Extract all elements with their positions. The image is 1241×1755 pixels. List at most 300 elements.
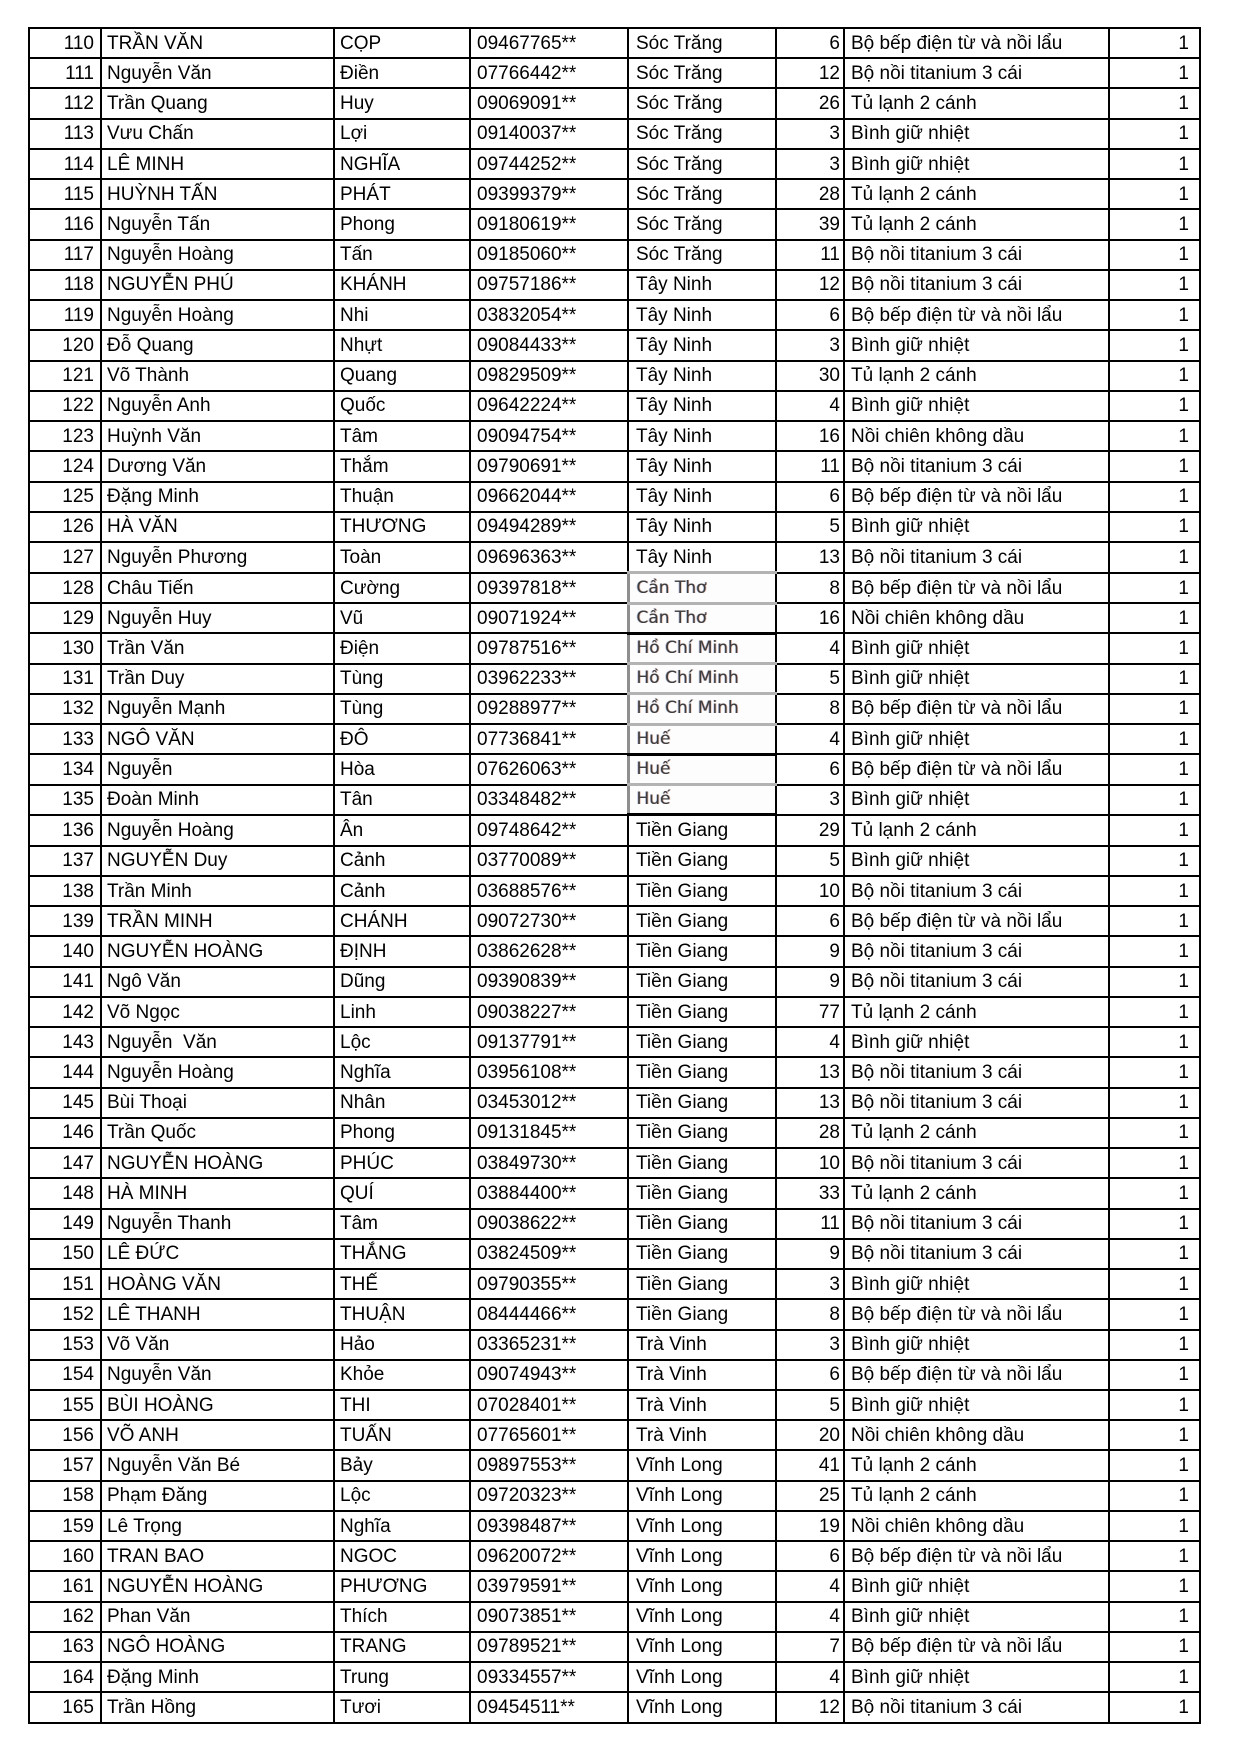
cell-first-name: Nguyễn Hoàng: [101, 1057, 334, 1087]
cell-last-name: THẾ: [334, 1269, 470, 1299]
cell-province: Sóc Trăng: [628, 209, 776, 239]
cell-last-name: Cảnh: [334, 846, 470, 876]
cell-count: 6: [776, 754, 844, 784]
cell-prize-name: Bình giữ nhiệt: [844, 512, 1109, 542]
table-row: [29, 391, 1200, 421]
cell-row-number: 111: [29, 58, 101, 88]
cell-prize-name: Bình giữ nhiệt: [844, 1571, 1109, 1601]
cell-quantity: 1: [1109, 1269, 1200, 1299]
cell-phone-masked: 09787516**: [470, 633, 628, 663]
cell-province: Trà Vinh: [628, 1360, 776, 1390]
cell-row-number: 156: [29, 1420, 101, 1450]
table-row: [29, 1360, 1200, 1390]
cell-first-name: Dương Văn: [101, 451, 334, 481]
cell-prize-name: Bình giữ nhiệt: [844, 1027, 1109, 1057]
cell-province: Sóc Trăng: [628, 240, 776, 270]
cell-count: 3: [776, 119, 844, 149]
cell-province: Vĩnh Long: [628, 1602, 776, 1632]
cell-last-name: Nghĩa: [334, 1511, 470, 1541]
cell-quantity: 1: [1109, 240, 1200, 270]
cell-prize-name: Bình giữ nhiệt: [844, 633, 1109, 663]
cell-last-name: Quốc: [334, 391, 470, 421]
cell-last-name: Nhân: [334, 1088, 470, 1118]
cell-last-name: THẮNG: [334, 1239, 470, 1269]
table-row: [29, 1541, 1200, 1571]
cell-count: 29: [776, 815, 844, 846]
cell-province: Vĩnh Long: [628, 1450, 776, 1480]
cell-quantity: 1: [1109, 1088, 1200, 1118]
cell-province: Tiền Giang: [628, 815, 776, 846]
cell-row-number: 153: [29, 1330, 101, 1360]
cell-row-number: 127: [29, 542, 101, 573]
cell-prize-name: Bình giữ nhiệt: [844, 1269, 1109, 1299]
cell-first-name: Nguyễn Mạnh: [101, 694, 334, 724]
cell-count: 6: [776, 1360, 844, 1390]
cell-phone-masked: 09334557**: [470, 1662, 628, 1692]
cell-quantity: 1: [1109, 209, 1200, 239]
cell-count: 10: [776, 876, 844, 906]
cell-first-name: Lê Trọng: [101, 1511, 334, 1541]
cell-last-name: Hảo: [334, 1330, 470, 1360]
cell-last-name: Hòa: [334, 754, 470, 784]
cell-prize-name: Bộ nồi titanium 3 cái: [844, 1057, 1109, 1087]
cell-province: Trà Vinh: [628, 1390, 776, 1420]
cell-province: Sóc Trăng: [628, 149, 776, 179]
cell-count: 20: [776, 1420, 844, 1450]
cell-quantity: 1: [1109, 1178, 1200, 1208]
cell-province: Tiền Giang: [628, 1027, 776, 1057]
cell-prize-name: Tủ lạnh 2 cánh: [844, 88, 1109, 118]
cell-count: 19: [776, 1511, 844, 1541]
cell-phone-masked: 07736841**: [470, 724, 628, 754]
cell-count: 4: [776, 1602, 844, 1632]
cell-count: 8: [776, 694, 844, 724]
cell-prize-name: Bộ nồi titanium 3 cái: [844, 1088, 1109, 1118]
cell-count: 3: [776, 149, 844, 179]
cell-count: 6: [776, 300, 844, 330]
cell-count: 9: [776, 1239, 844, 1269]
cell-row-number: 113: [29, 119, 101, 149]
cell-last-name: PHƯƠNG: [334, 1571, 470, 1601]
cell-count: 6: [776, 1541, 844, 1571]
cell-phone-masked: 03832054**: [470, 300, 628, 330]
table-row: [29, 209, 1200, 239]
cell-count: 39: [776, 209, 844, 239]
cell-prize-name: Bình giữ nhiệt: [844, 1662, 1109, 1692]
table-row: [29, 846, 1200, 876]
cell-quantity: 1: [1109, 361, 1200, 391]
cell-province: Tiền Giang: [628, 876, 776, 906]
cell-prize-name: Bộ bếp điện từ và nồi lẩu: [844, 1299, 1109, 1329]
cell-first-name: Phạm Đăng: [101, 1481, 334, 1511]
cell-last-name: Tâm: [334, 1209, 470, 1239]
cell-prize-name: Bộ bếp điện từ và nồi lẩu: [844, 300, 1109, 330]
cell-first-name: Bùi Thoại: [101, 1088, 334, 1118]
cell-row-number: 146: [29, 1118, 101, 1148]
table-row: [29, 1178, 1200, 1208]
cell-first-name: Phan Văn: [101, 1602, 334, 1632]
cell-count: 4: [776, 391, 844, 421]
cell-phone-masked: 09454511**: [470, 1692, 628, 1723]
cell-quantity: 1: [1109, 1662, 1200, 1692]
cell-province: Tây Ninh: [628, 482, 776, 512]
table-row: [29, 1692, 1200, 1723]
table-row: [29, 1450, 1200, 1480]
cell-row-number: 158: [29, 1481, 101, 1511]
cell-count: 11: [776, 1209, 844, 1239]
cell-last-name: Vũ: [334, 603, 470, 633]
cell-phone-masked: 03884400**: [470, 1178, 628, 1208]
cell-count: 11: [776, 240, 844, 270]
cell-row-number: 129: [29, 603, 101, 633]
table-row: [29, 1239, 1200, 1269]
table-row: [29, 1088, 1200, 1118]
cell-phone-masked: 08444466**: [470, 1299, 628, 1329]
cell-last-name: PHÚC: [334, 1148, 470, 1178]
cell-phone-masked: 03688576**: [470, 876, 628, 906]
cell-quantity: 1: [1109, 300, 1200, 330]
cell-quantity: 1: [1109, 754, 1200, 784]
cell-prize-name: Tủ lạnh 2 cánh: [844, 1481, 1109, 1511]
cell-count: 3: [776, 1330, 844, 1360]
cell-last-name: ĐÔ: [334, 724, 470, 754]
cell-prize-name: Bộ nồi titanium 3 cái: [844, 1239, 1109, 1269]
cell-first-name: NGUYỄN HOÀNG: [101, 1148, 334, 1178]
cell-last-name: Tân: [334, 785, 470, 815]
table-row: [29, 119, 1200, 149]
table-row: [29, 482, 1200, 512]
cell-row-number: 139: [29, 906, 101, 936]
cell-quantity: 1: [1109, 906, 1200, 936]
cell-province: Huế: [628, 785, 776, 815]
cell-quantity: 1: [1109, 967, 1200, 997]
cell-first-name: NGÔ VĂN: [101, 724, 334, 754]
cell-row-number: 135: [29, 785, 101, 815]
cell-quantity: 1: [1109, 119, 1200, 149]
cell-row-number: 137: [29, 846, 101, 876]
cell-prize-name: Bình giữ nhiệt: [844, 1602, 1109, 1632]
cell-quantity: 1: [1109, 633, 1200, 663]
cell-last-name: QUÍ: [334, 1178, 470, 1208]
table-row: [29, 1420, 1200, 1450]
cell-last-name: THI: [334, 1390, 470, 1420]
cell-province: Tây Ninh: [628, 330, 776, 360]
cell-province: Cần Thơ: [628, 573, 776, 603]
cell-province: Tiền Giang: [628, 936, 776, 966]
cell-last-name: Toàn: [334, 542, 470, 573]
cell-quantity: 1: [1109, 1390, 1200, 1420]
cell-last-name: Khỏe: [334, 1360, 470, 1390]
cell-province: Tây Ninh: [628, 391, 776, 421]
cell-prize-name: Nồi chiên không dầu: [844, 603, 1109, 633]
cell-count: 16: [776, 421, 844, 451]
cell-last-name: TUẤN: [334, 1420, 470, 1450]
cell-prize-name: Bộ bếp điện từ và nồi lẩu: [844, 1360, 1109, 1390]
cell-first-name: LÊ MINH: [101, 149, 334, 179]
cell-quantity: 1: [1109, 603, 1200, 633]
cell-count: 4: [776, 1027, 844, 1057]
cell-prize-name: Bình giữ nhiệt: [844, 1330, 1109, 1360]
cell-prize-name: Bộ bếp điện từ và nồi lẩu: [844, 482, 1109, 512]
cell-first-name: VÕ ANH: [101, 1420, 334, 1450]
cell-quantity: 1: [1109, 573, 1200, 603]
cell-count: 41: [776, 1450, 844, 1480]
cell-count: 12: [776, 58, 844, 88]
table-row: [29, 1602, 1200, 1632]
cell-row-number: 145: [29, 1088, 101, 1118]
table-row: [29, 1269, 1200, 1299]
cell-phone-masked: 09398487**: [470, 1511, 628, 1541]
cell-phone-masked: 07765601**: [470, 1420, 628, 1450]
table-row: [29, 330, 1200, 360]
cell-first-name: Trần Hồng: [101, 1692, 334, 1723]
cell-last-name: KHÁNH: [334, 270, 470, 300]
cell-phone-masked: 03956108**: [470, 1057, 628, 1087]
cell-row-number: 148: [29, 1178, 101, 1208]
cell-quantity: 1: [1109, 1209, 1200, 1239]
cell-province: Tiền Giang: [628, 846, 776, 876]
cell-row-number: 118: [29, 270, 101, 300]
cell-prize-name: Bộ nồi titanium 3 cái: [844, 542, 1109, 573]
cell-last-name: Nghĩa: [334, 1057, 470, 1087]
cell-quantity: 1: [1109, 1118, 1200, 1148]
cell-row-number: 116: [29, 209, 101, 239]
cell-row-number: 165: [29, 1692, 101, 1723]
cell-phone-masked: 09071924**: [470, 603, 628, 633]
table-row: [29, 936, 1200, 966]
table-row: [29, 421, 1200, 451]
cell-count: 12: [776, 1692, 844, 1723]
cell-phone-masked: 09074943**: [470, 1360, 628, 1390]
cell-quantity: 1: [1109, 785, 1200, 815]
table-row: [29, 967, 1200, 997]
cell-province: Vĩnh Long: [628, 1481, 776, 1511]
cell-last-name: Cường: [334, 573, 470, 603]
cell-count: 8: [776, 1299, 844, 1329]
cell-province: Tiền Giang: [628, 1057, 776, 1087]
cell-phone-masked: 09140037**: [470, 119, 628, 149]
cell-quantity: 1: [1109, 179, 1200, 209]
cell-phone-masked: 09642224**: [470, 391, 628, 421]
cell-row-number: 159: [29, 1511, 101, 1541]
cell-row-number: 133: [29, 724, 101, 754]
cell-province: Trà Vinh: [628, 1330, 776, 1360]
cell-quantity: 1: [1109, 1632, 1200, 1662]
cell-prize-name: Tủ lạnh 2 cánh: [844, 179, 1109, 209]
table-row: [29, 573, 1200, 603]
cell-last-name: Thích: [334, 1602, 470, 1632]
cell-province: Tiền Giang: [628, 1299, 776, 1329]
cell-prize-name: Tủ lạnh 2 cánh: [844, 209, 1109, 239]
cell-last-name: Phong: [334, 1118, 470, 1148]
cell-first-name: Nguyễn Hoàng: [101, 815, 334, 846]
winners-table-body: [29, 28, 1200, 1723]
cell-first-name: Võ Thành: [101, 361, 334, 391]
cell-row-number: 126: [29, 512, 101, 542]
cell-phone-masked: 09131845**: [470, 1118, 628, 1148]
cell-prize-name: Nồi chiên không dầu: [844, 1511, 1109, 1541]
winners-table: [28, 27, 1201, 1724]
cell-row-number: 121: [29, 361, 101, 391]
cell-row-number: 160: [29, 1541, 101, 1571]
cell-first-name: Nguyễn Văn Bé: [101, 1450, 334, 1480]
table-row: [29, 664, 1200, 694]
cell-row-number: 114: [29, 149, 101, 179]
table-row: [29, 300, 1200, 330]
cell-first-name: Nguyễn Văn: [101, 1360, 334, 1390]
cell-province: Tây Ninh: [628, 300, 776, 330]
cell-first-name: NGUYỄN PHÚ: [101, 270, 334, 300]
cell-last-name: Ân: [334, 815, 470, 846]
cell-first-name: NGUYỄN Duy: [101, 846, 334, 876]
cell-quantity: 1: [1109, 482, 1200, 512]
cell-last-name: Thắm: [334, 451, 470, 481]
cell-last-name: THƯƠNG: [334, 512, 470, 542]
cell-first-name: Châu Tiến: [101, 573, 334, 603]
cell-quantity: 1: [1109, 876, 1200, 906]
cell-count: 4: [776, 633, 844, 663]
cell-phone-masked: 09720323**: [470, 1481, 628, 1511]
cell-first-name: TRAN BAO: [101, 1541, 334, 1571]
cell-row-number: 141: [29, 967, 101, 997]
cell-last-name: Điền: [334, 58, 470, 88]
cell-prize-name: Tủ lạnh 2 cánh: [844, 1118, 1109, 1148]
table-row: [29, 149, 1200, 179]
cell-last-name: Dũng: [334, 967, 470, 997]
cell-phone-masked: 09084433**: [470, 330, 628, 360]
cell-count: 28: [776, 179, 844, 209]
cell-province: Tiền Giang: [628, 1178, 776, 1208]
cell-count: 9: [776, 967, 844, 997]
cell-phone-masked: 09662044**: [470, 482, 628, 512]
cell-first-name: Nguyễn Huy: [101, 603, 334, 633]
cell-phone-masked: 03824509**: [470, 1239, 628, 1269]
cell-count: 6: [776, 906, 844, 936]
cell-prize-name: Tủ lạnh 2 cánh: [844, 1450, 1109, 1480]
cell-first-name: Nguyễn Văn: [101, 1027, 334, 1057]
cell-phone-masked: 09789521**: [470, 1632, 628, 1662]
cell-first-name: Trần Quốc: [101, 1118, 334, 1148]
cell-first-name: Đặng Minh: [101, 1662, 334, 1692]
table-row: [29, 603, 1200, 633]
cell-row-number: 150: [29, 1239, 101, 1269]
cell-phone-masked: 09390839**: [470, 967, 628, 997]
cell-first-name: Nguyễn Hoàng: [101, 240, 334, 270]
cell-quantity: 1: [1109, 664, 1200, 694]
cell-last-name: Tấn: [334, 240, 470, 270]
cell-quantity: 1: [1109, 391, 1200, 421]
cell-province: Tây Ninh: [628, 361, 776, 391]
cell-phone-masked: 09399379**: [470, 179, 628, 209]
table-row: [29, 1571, 1200, 1601]
cell-quantity: 1: [1109, 1057, 1200, 1087]
cell-phone-masked: 09494289**: [470, 512, 628, 542]
table-row: [29, 179, 1200, 209]
cell-row-number: 147: [29, 1148, 101, 1178]
cell-count: 5: [776, 664, 844, 694]
table-row: [29, 876, 1200, 906]
cell-province: Vĩnh Long: [628, 1692, 776, 1723]
cell-prize-name: Bộ bếp điện từ và nồi lẩu: [844, 28, 1109, 58]
cell-row-number: 152: [29, 1299, 101, 1329]
cell-province: Tiền Giang: [628, 967, 776, 997]
table-row: [29, 1027, 1200, 1057]
cell-count: 13: [776, 1057, 844, 1087]
cell-last-name: Nhựt: [334, 330, 470, 360]
cell-phone-masked: 09185060**: [470, 240, 628, 270]
cell-prize-name: Nồi chiên không dầu: [844, 1420, 1109, 1450]
cell-province: Tiền Giang: [628, 1209, 776, 1239]
cell-phone-masked: 07626063**: [470, 754, 628, 784]
cell-quantity: 1: [1109, 1511, 1200, 1541]
cell-count: 4: [776, 1662, 844, 1692]
cell-phone-masked: 09757186**: [470, 270, 628, 300]
cell-phone-masked: 07766442**: [470, 58, 628, 88]
table-row: [29, 1148, 1200, 1178]
table-row: [29, 906, 1200, 936]
table-row: [29, 1662, 1200, 1692]
cell-phone-masked: 09038227**: [470, 997, 628, 1027]
cell-quantity: 1: [1109, 815, 1200, 846]
cell-first-name: Đỗ Quang: [101, 330, 334, 360]
cell-prize-name: Bộ nồi titanium 3 cái: [844, 240, 1109, 270]
cell-phone-masked: 03979591**: [470, 1571, 628, 1601]
cell-first-name: HÀ MINH: [101, 1178, 334, 1208]
cell-province: Huế: [628, 724, 776, 754]
cell-quantity: 1: [1109, 694, 1200, 724]
cell-count: 5: [776, 512, 844, 542]
cell-prize-name: Bộ bếp điện từ và nồi lẩu: [844, 1541, 1109, 1571]
cell-quantity: 1: [1109, 421, 1200, 451]
cell-row-number: 120: [29, 330, 101, 360]
table-row: [29, 270, 1200, 300]
cell-quantity: 1: [1109, 1571, 1200, 1601]
table-row: [29, 542, 1200, 573]
cell-last-name: Lợi: [334, 119, 470, 149]
cell-count: 13: [776, 1088, 844, 1118]
cell-prize-name: Bộ nồi titanium 3 cái: [844, 451, 1109, 481]
table-row: [29, 1057, 1200, 1087]
cell-province: Sóc Trăng: [628, 179, 776, 209]
cell-province: Hồ Chí Minh: [628, 633, 776, 663]
cell-last-name: PHÁT: [334, 179, 470, 209]
cell-last-name: Tươi: [334, 1692, 470, 1723]
cell-phone-masked: 09748642**: [470, 815, 628, 846]
cell-first-name: NGÔ HOÀNG: [101, 1632, 334, 1662]
cell-phone-masked: 09073851**: [470, 1602, 628, 1632]
cell-last-name: Lộc: [334, 1027, 470, 1057]
cell-count: 26: [776, 88, 844, 118]
cell-row-number: 112: [29, 88, 101, 118]
cell-first-name: Trần Quang: [101, 88, 334, 118]
cell-row-number: 125: [29, 482, 101, 512]
cell-phone-masked: 09790355**: [470, 1269, 628, 1299]
cell-province: Vĩnh Long: [628, 1511, 776, 1541]
table-row: [29, 451, 1200, 481]
cell-last-name: THUẬN: [334, 1299, 470, 1329]
cell-row-number: 130: [29, 633, 101, 663]
cell-province: Tiền Giang: [628, 1118, 776, 1148]
cell-province: Sóc Trăng: [628, 119, 776, 149]
cell-province: Tiền Giang: [628, 1088, 776, 1118]
table-row: [29, 512, 1200, 542]
cell-last-name: Linh: [334, 997, 470, 1027]
cell-phone-masked: 09072730**: [470, 906, 628, 936]
cell-phone-masked: 09069091**: [470, 88, 628, 118]
cell-phone-masked: 09467765**: [470, 28, 628, 58]
cell-count: 6: [776, 482, 844, 512]
cell-last-name: Tùng: [334, 664, 470, 694]
